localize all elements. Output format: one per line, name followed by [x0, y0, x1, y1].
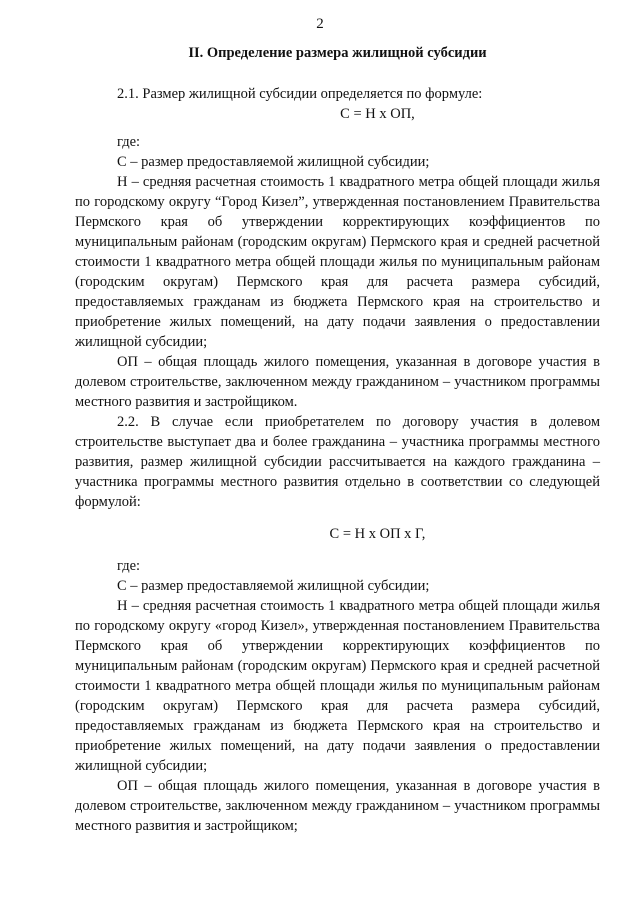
definition-h-2-2: Н – средняя расчетная стоимость 1 квадратного метра общей площади жилья по городскому округу «город Кизел», утвержденная постановлением Правительства Пермского края об утверждении корректирующих коэффициентов по муниципальным районам (городским округам) Пермского края и средней расчетной стоимости 1 квадратного метра общей площади жилья по муниципальным районам (городским округам) Пермского края для расчета размера субсидий, предоставляемых гражданам из бюджета Пермского края на строительство и приобретение жилых помещений, на дату подачи заявления о предоставлении жилищной субсидии;: [75, 598, 600, 774]
where-label-2-2: где:: [117, 558, 141, 574]
paragraph-2-2-intro: 2.2. В случае если приобретателем по договору участия в долевом строительстве выступает два и более гражданина – участника программы местного развития, размер жилищной субсидии рассчитывается на каждого гражданина – участника программы местного развития отдельно в соответствии со следующей формулой:: [75, 414, 600, 510]
section-body: [75, 84, 600, 836]
page-number: 2: [316, 16, 324, 32]
formula-2-2: С = Н х ОП х Г,: [329, 526, 426, 542]
definition-c-2-1: С – размер предоставляемой жилищной субсидии;: [117, 154, 430, 170]
where-label-2-1: где:: [117, 134, 141, 150]
definition-op-2-1: ОП – общая площадь жилого помещения, указанная в договоре участия в долевом строительстве, заключенном между гражданином – участником программы местного развития и застройщиком.: [75, 354, 600, 410]
definition-c-2-2: С – размер предоставляемой жилищной субсидии;: [117, 578, 430, 594]
formula-2-1: С = Н х ОП,: [340, 106, 415, 122]
section-title: II. Определение размера жилищной субсидии: [188, 45, 487, 61]
definition-op-2-2: ОП – общая площадь жилого помещения, указанная в договоре участия в долевом строительстве, заключенном между гражданином – участником программы местного развития и застройщиком;: [75, 778, 600, 834]
paragraph-2-1-intro: 2.1. Размер жилищной субсидии определяется по формуле:: [117, 86, 483, 102]
definition-h-2-1: Н – средняя расчетная стоимость 1 квадратного метра общей площади жилья по городскому округу “Город Кизел”, утвержденная постановлением Правительства Пермского края об утверждении корректирующих коэффициентов по муниципальным районам (городским округам) Пермского края и средней расчетной стоимости 1 квадратного метра общей площади жилья по муниципальным районам (городским округам) Пермского края для расчета размера субсидий, предоставляемых гражданам из бюджета Пермского края на строительство и приобретение жилых помещений, на дату подачи заявления о предоставлении жилищной субсидии;: [75, 174, 600, 350]
